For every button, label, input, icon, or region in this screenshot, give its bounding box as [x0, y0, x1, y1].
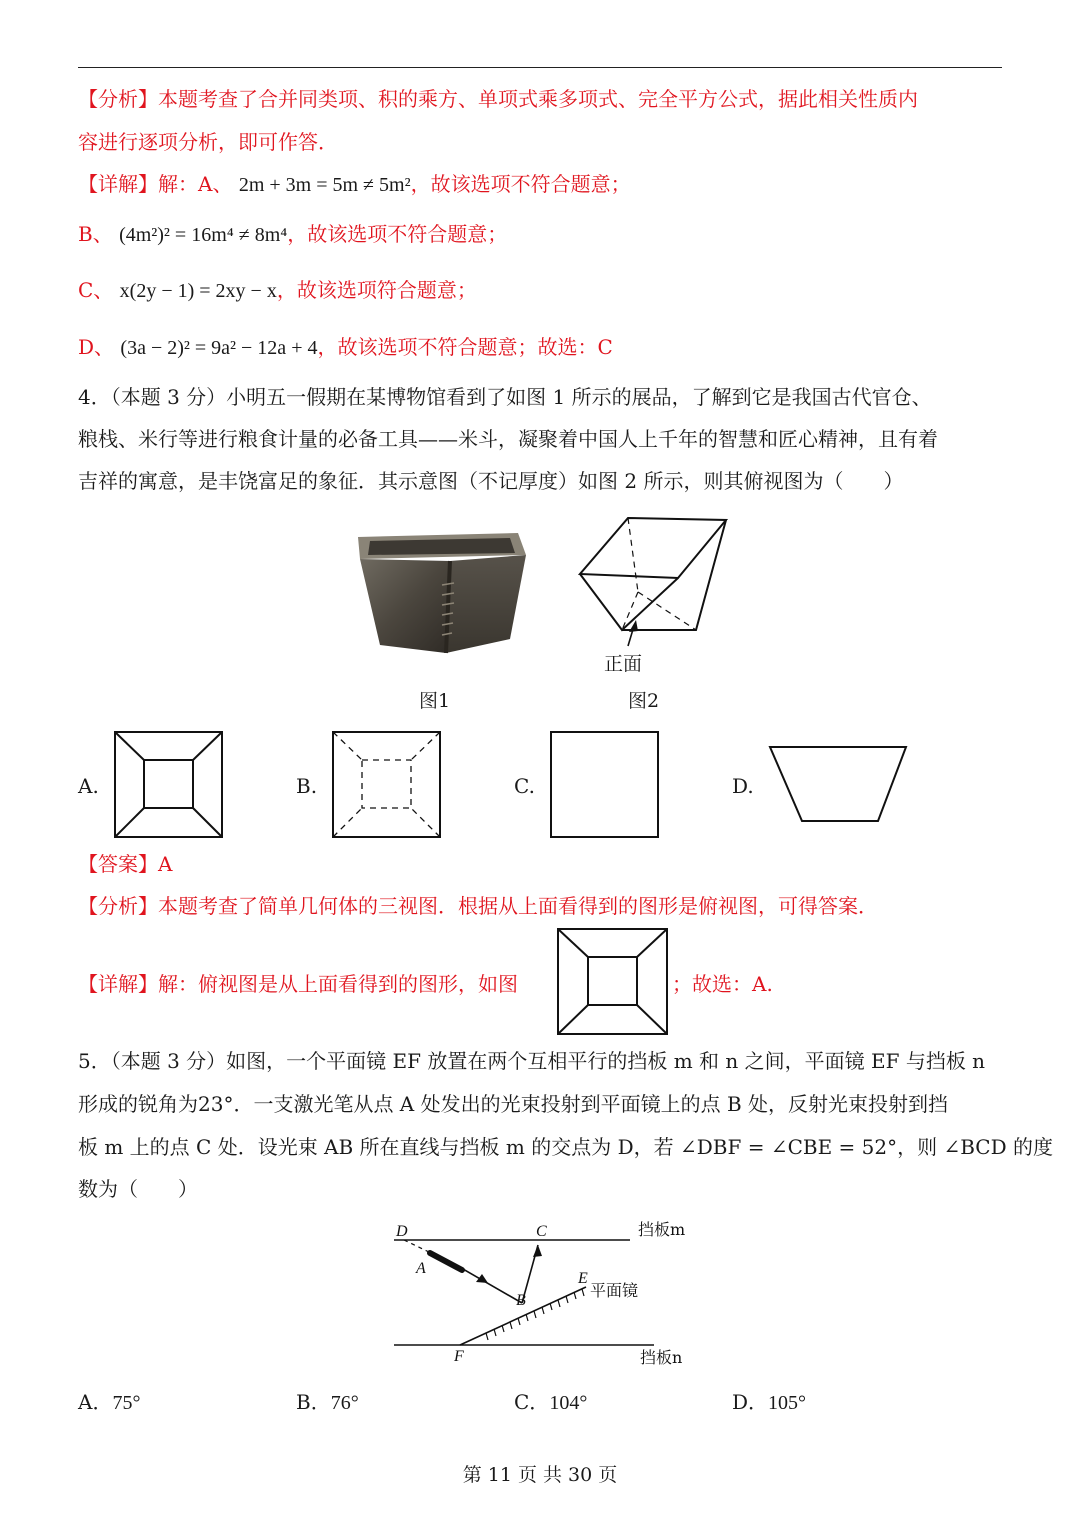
- label-board-n: 挡板n: [640, 1348, 683, 1367]
- q4-detail-top-view-figure: [557, 928, 669, 1036]
- q5-line-3: 板 m 上的点 C 处．设光束 AB 所在直线与挡板 m 的交点为 D，若 ∠DBF = ∠CBE = 52°，则 ∠BCD 的度: [78, 1135, 1053, 1159]
- q4-option-c-label[interactable]: C.: [514, 774, 535, 798]
- q4-answer: 【答案】A: [78, 852, 173, 876]
- q5-line-4: 数为（ ）: [78, 1177, 198, 1201]
- option-c-math: x(2y − 1) = 2xy − x: [119, 280, 277, 302]
- option-a-math: 2m + 3m = 5m ≠ 5m²: [238, 174, 411, 196]
- incident-beam: [456, 1265, 522, 1303]
- q4-option-b-figure[interactable]: [332, 731, 442, 839]
- q5-option-a-label: A．: [78, 1390, 113, 1414]
- option-b-text: ，故该选项不符合题意；: [287, 222, 508, 246]
- detail-option-b: [78, 220, 507, 249]
- q4-option-a-figure[interactable]: [114, 731, 224, 839]
- option-a-prefix: A、: [198, 172, 233, 196]
- fig2-caption: 图2: [628, 690, 660, 712]
- label-board-m: 挡板m: [638, 1220, 686, 1239]
- q5-option-b-label: B．: [296, 1390, 331, 1414]
- label-c: C: [536, 1223, 547, 1240]
- header-rule: [78, 67, 1002, 68]
- detail-option-a: [78, 170, 631, 199]
- label-b: B: [516, 1292, 526, 1309]
- label-mirror: 平面镜: [590, 1281, 639, 1300]
- option-d-math: (3a − 2)² = 9a² − 12a + 4: [120, 337, 318, 359]
- q5-option-a-value: 75°: [112, 1392, 141, 1414]
- q5-option-d-label: D．: [732, 1390, 769, 1414]
- incident-arrow: [476, 1274, 488, 1283]
- label-a: A: [416, 1260, 426, 1277]
- q5-option-d[interactable]: [732, 1388, 806, 1417]
- detail-option-d: [78, 333, 613, 362]
- q5-mirror-diagram: [390, 1215, 700, 1375]
- detail-label: 【详解】解：: [78, 172, 198, 196]
- label-d: D: [396, 1223, 408, 1240]
- q5-option-c-value: 104°: [549, 1392, 588, 1414]
- fig1-caption: 图1: [419, 690, 451, 712]
- q5-option-b[interactable]: [296, 1388, 359, 1417]
- option-c-prefix: C、: [78, 278, 114, 302]
- q5-line-2: 形成的锐角为23°．一支激光笔从点 A 处发出的光束投射到平面镜上的点 B 处，反射光束投射到挡: [78, 1092, 949, 1116]
- q4-option-a-label[interactable]: A.: [78, 774, 99, 798]
- option-b-prefix: B、: [78, 222, 113, 246]
- q5-option-d-value: 105°: [768, 1392, 807, 1414]
- q4-line-3: 吉祥的寓意，是丰饶富足的象征．其示意图（不记厚度）如图 2 所示，则其俯视图为（ ）: [78, 469, 904, 493]
- q4-option-c-figure[interactable]: [550, 731, 660, 839]
- analysis-line-1: 【分析】本题考查了合并同类项、积的乘方、单项式乘多项式、完全平方公式，据此相关性质内: [78, 87, 918, 111]
- q4-line-1: 4．（本题 3 分）小明五一假期在某博物馆看到了如图 1 所示的展品，了解到它是我国古代官仓、: [78, 385, 932, 409]
- q5-line-1: 5．（本题 3 分）如图，一个平面镜 EF 放置在两个互相平行的挡板 m 和 n 之间，平面镜 EF 与挡板 n: [78, 1049, 986, 1073]
- analysis-line-2: 容进行逐项分析，即可作答．: [78, 130, 338, 154]
- mirror-hatching: [486, 1289, 584, 1340]
- fig1-rice-measure-photo: [350, 525, 530, 665]
- q5-option-a[interactable]: [78, 1388, 140, 1417]
- q4-analysis: 【分析】本题考查了简单几何体的三视图．根据从上面看得到的图形是俯视图，可得答案．: [78, 894, 878, 918]
- option-d-prefix: D、: [78, 335, 115, 359]
- q4-detail-before: 【详解】解：俯视图是从上面看得到的图形，如图: [78, 972, 518, 996]
- option-b-math: (4m²)² = 16m⁴ ≠ 8m⁴: [119, 224, 288, 246]
- q5-option-c-label: C．: [514, 1390, 550, 1414]
- q4-detail-after: ；故选：A.: [672, 972, 773, 996]
- label-e: E: [578, 1270, 588, 1287]
- q4-line-2: 粮栈、米行等进行粮食计量的必备工具——米斗，凝聚着中国人上千年的智慧和匠心精神，且有着: [78, 427, 938, 451]
- q4-option-b-label[interactable]: B.: [296, 774, 318, 798]
- q4-option-d-label[interactable]: D.: [732, 774, 754, 798]
- option-a-text: ，故该选项不符合题意；: [410, 172, 631, 196]
- label-f: F: [454, 1348, 464, 1365]
- option-c-text: ，故该选项符合题意；: [276, 278, 477, 302]
- page-footer: 第 11 页 共 30 页: [462, 1464, 618, 1486]
- q5-option-b-value: 76°: [330, 1392, 359, 1414]
- detail-option-c: [78, 276, 477, 305]
- reflected-arrow: [533, 1245, 542, 1257]
- option-d-text: ，故该选项不符合题意；故选：C: [317, 335, 613, 359]
- q4-option-d-figure[interactable]: [768, 745, 910, 825]
- front-label: 正面: [604, 653, 643, 675]
- q5-option-c[interactable]: [514, 1388, 587, 1417]
- fig2-rice-measure-diagram: [570, 512, 740, 652]
- laser-pointer: [430, 1253, 462, 1270]
